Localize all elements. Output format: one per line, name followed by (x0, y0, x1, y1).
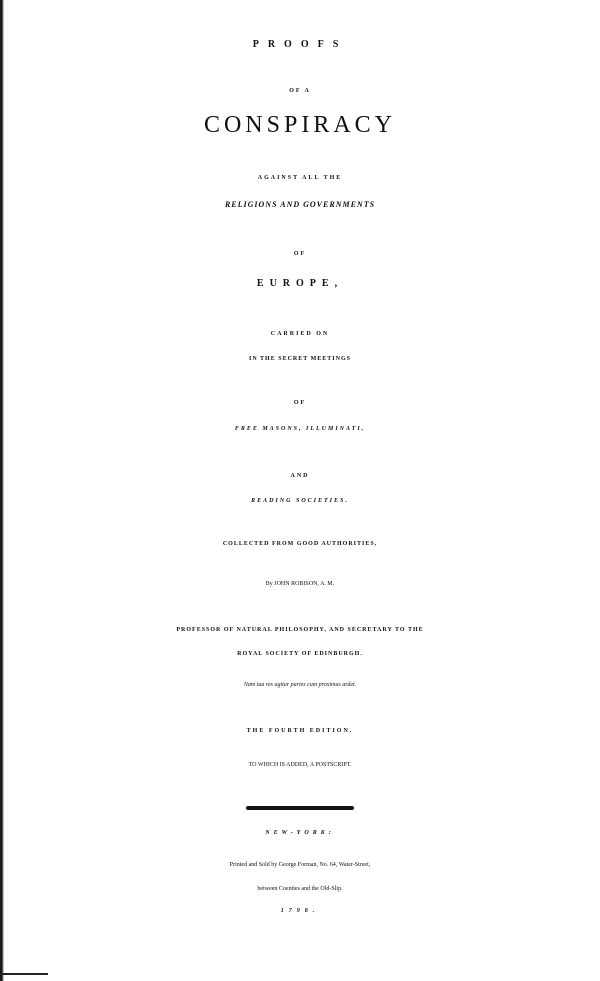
latin-motto: Nam tua res agitur paries cum proximus ardet. (243, 682, 357, 688)
page-corner-mark (0, 973, 48, 975)
imprint-address: between Coenties and the Old-Slip. (257, 886, 343, 892)
title-and: AND (290, 473, 310, 479)
title-secret-meetings: IN THE SECRET MEETINGS (249, 356, 351, 362)
title-collected: COLLECTED FROM GOOD AUTHORITIES, (222, 541, 378, 547)
title-conspiracy: CONSPIRACY (203, 112, 397, 138)
title-proofs: PROOFS (252, 39, 348, 50)
title-against-all-the: AGAINST ALL THE (257, 175, 343, 181)
imprint-place: NEW-YORK: (265, 830, 335, 836)
postscript-line: TO WHICH IS ADDED, A POSTSCRIPT. (248, 762, 352, 768)
imprint-year: 1798. (280, 908, 320, 914)
title-of-a: OF A (289, 88, 311, 94)
author-line: By JOHN ROBISON, A. M. (265, 581, 335, 587)
author-credentials-line-2: ROYAL SOCIETY OF EDINBURGH. (237, 651, 363, 657)
author-credentials-line-1: PROFESSOR OF NATURAL PHILOSOPHY, AND SECRETARY TO THE (176, 627, 424, 633)
title-carried-on: CARRIED ON (270, 331, 330, 337)
title-of-1: OF (293, 251, 307, 257)
title-religions-and-governments: RELIGIONS AND GOVERNMENTS (224, 200, 376, 209)
title-of-2: OF (293, 400, 307, 406)
edition-line: THE FOURTH EDITION. (246, 728, 354, 734)
divider-rule (246, 806, 354, 810)
imprint-printer: Printed and Sold by George Forman, No. 64, Water-Street, (229, 862, 371, 868)
title-europe: EUROPE, (256, 278, 344, 289)
title-reading-societies: READING SOCIETIES. (251, 498, 349, 504)
title-free-masons: FREE MASONS, ILLUMINATI, (234, 426, 366, 432)
